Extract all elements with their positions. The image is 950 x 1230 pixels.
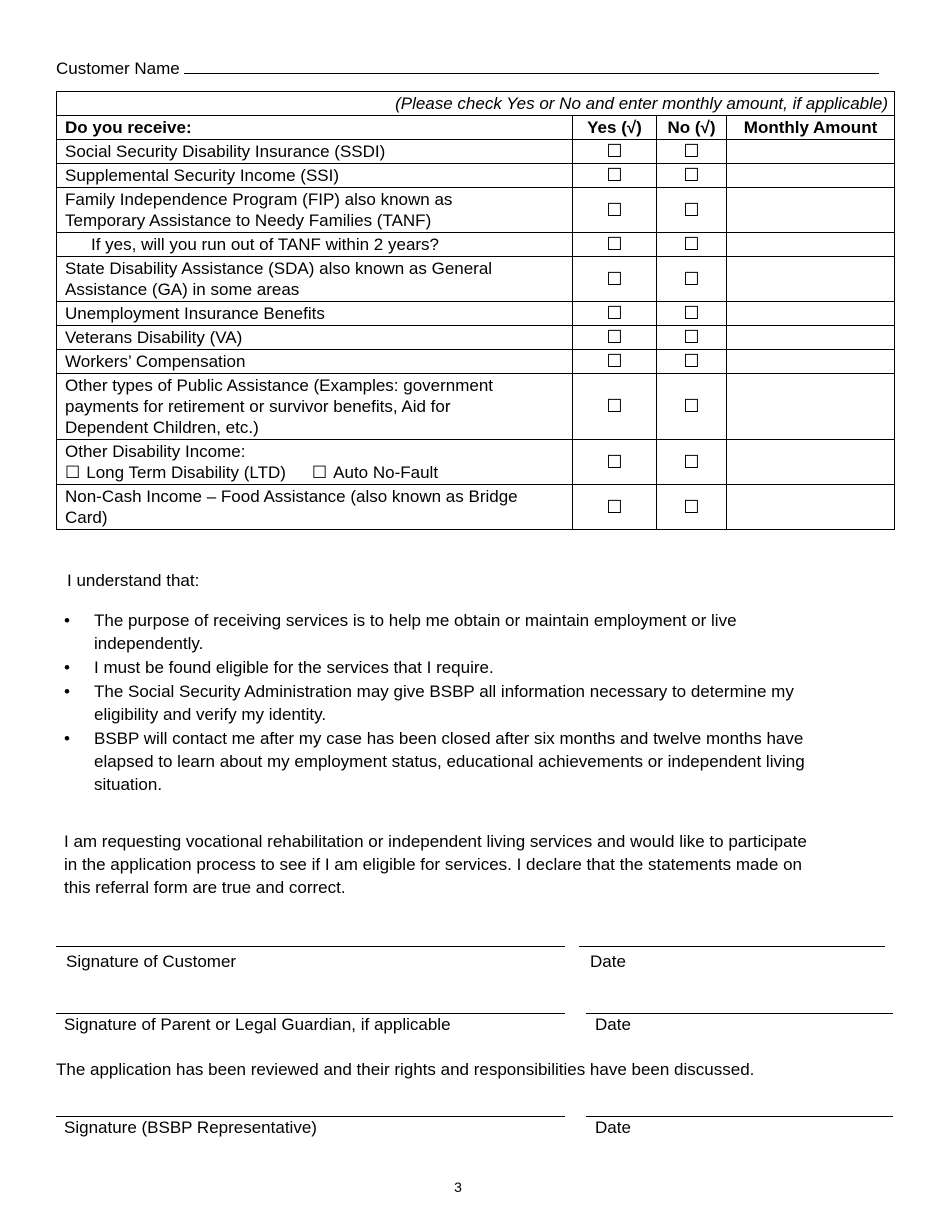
option-checkbox[interactable]: ☐ [65, 463, 81, 482]
row-question [57, 257, 573, 302]
guardian-signature-label: Signature of Parent or Legal Guardian, if applicable [64, 1015, 451, 1034]
customer-signature-line[interactable] [56, 946, 565, 972]
table-row [57, 140, 895, 164]
request-line: in the application process to see if I am eligible for services. I declare that the statements made on [64, 855, 802, 874]
option-checkbox[interactable]: ☐ [311, 463, 328, 482]
table-row [57, 233, 895, 257]
monthly-amount-cell[interactable] [727, 302, 895, 326]
row-question [57, 140, 573, 164]
no-checkbox[interactable]: ☐ [657, 140, 727, 164]
list-item [58, 680, 888, 726]
row-question-line: payments for retirement or survivor benefits, Aid for [65, 397, 451, 416]
table-row [57, 485, 895, 530]
row-question-line: If yes, will you run out of TANF within 2 years? [91, 235, 440, 254]
yes-checkbox[interactable]: ☐ [573, 440, 657, 485]
yes-checkbox[interactable]: ☐ [573, 257, 657, 302]
no-checkbox[interactable]: ☐ [657, 350, 727, 374]
option-label: Auto No-Fault [333, 463, 439, 482]
monthly-amount-cell[interactable] [727, 257, 895, 302]
list-item-line: The purpose of receiving services is to help me obtain or maintain employment or live [94, 611, 737, 630]
row-question-line: Dependent Children, etc.) [65, 418, 259, 437]
monthly-amount-cell[interactable] [727, 188, 895, 233]
list-item [58, 609, 888, 655]
row-question [57, 188, 573, 233]
table-row [57, 326, 895, 350]
row-question [57, 485, 573, 530]
representative-signature-line[interactable] [56, 1116, 565, 1138]
row-question-line: Other Disability Income: [65, 442, 246, 461]
understand-heading: I understand that: [67, 571, 200, 590]
row-question-line: State Disability Assistance (SDA) also known as General [65, 259, 493, 278]
page-number: 3 [454, 1179, 462, 1195]
no-checkbox[interactable]: ☐ [657, 233, 727, 257]
monthly-amount-cell[interactable] [727, 374, 895, 440]
bullet-icon: • [64, 682, 70, 701]
table-row [57, 302, 895, 326]
yes-checkbox[interactable]: ☐ [573, 233, 657, 257]
guardian-date-label: Date [595, 1015, 631, 1034]
row-question-line: Social Security Disability Insurance (SSDI) [65, 142, 386, 161]
yes-checkbox[interactable]: ☐ [573, 164, 657, 188]
option-label: Long Term Disability (LTD) [86, 463, 286, 482]
customer-signature-label: Signature of Customer [66, 952, 237, 971]
review-statement: The application has been reviewed and their rights and responsibilities have been discussed. [56, 1060, 755, 1079]
table-row [57, 257, 895, 302]
monthly-amount-cell[interactable] [727, 140, 895, 164]
table-header-row [57, 116, 895, 140]
representative-signature-label: Signature (BSBP Representative) [64, 1118, 317, 1137]
terms-list [58, 609, 888, 797]
row-question [57, 374, 573, 440]
no-checkbox[interactable]: ☐ [657, 302, 727, 326]
row-question [57, 440, 573, 485]
row-question-line: Workers’ Compensation [65, 352, 246, 371]
representative-date-line[interactable] [586, 1116, 893, 1138]
monthly-amount-cell[interactable] [727, 233, 895, 257]
row-question-line: Non-Cash Income – Food Assistance (also known as Bridge [65, 487, 518, 506]
no-checkbox[interactable]: ☐ [657, 440, 727, 485]
row-question-line: Veterans Disability (VA) [65, 328, 243, 347]
row-question [57, 164, 573, 188]
row-question-line: Card) [65, 508, 108, 527]
monthly-amount-cell[interactable] [727, 440, 895, 485]
row-question-line: Other types of Public Assistance (Examples: government [65, 376, 494, 395]
guardian-date-line[interactable] [586, 1013, 893, 1035]
header-yes: Yes (√) [573, 116, 657, 140]
guardian-signature-line[interactable] [56, 1013, 565, 1035]
no-checkbox[interactable]: ☐ [657, 326, 727, 350]
yes-checkbox[interactable]: ☐ [573, 140, 657, 164]
monthly-amount-cell[interactable] [727, 485, 895, 530]
row-question [57, 350, 573, 374]
row-question [57, 326, 573, 350]
list-item-line: independently. [94, 634, 204, 653]
monthly-amount-cell[interactable] [727, 350, 895, 374]
bullet-icon: • [64, 729, 70, 748]
header-no: No (√) [657, 116, 727, 140]
no-checkbox[interactable]: ☐ [657, 188, 727, 233]
table-row [57, 440, 895, 485]
bullet-icon: • [64, 611, 70, 630]
customer-date-line[interactable] [579, 946, 885, 972]
request-line: this referral form are true and correct. [64, 878, 346, 897]
yes-checkbox[interactable]: ☐ [573, 188, 657, 233]
table-row [57, 164, 895, 188]
list-item-line: eligibility and verify my identity. [94, 705, 327, 724]
list-item [58, 656, 888, 679]
no-checkbox[interactable]: ☐ [657, 485, 727, 530]
header-question: Do you receive: [57, 116, 573, 140]
header-amount: Monthly Amount [727, 116, 895, 140]
request-statement [64, 830, 894, 899]
representative-date-label: Date [595, 1118, 631, 1137]
no-checkbox[interactable]: ☐ [657, 374, 727, 440]
table-row [57, 350, 895, 374]
row-question-line: Supplemental Security Income (SSI) [65, 166, 340, 185]
income-table [56, 91, 895, 530]
monthly-amount-cell[interactable] [727, 326, 895, 350]
bullet-icon: • [64, 658, 70, 677]
row-question-line: Assistance (GA) in some areas [65, 280, 300, 299]
row-question [57, 233, 573, 257]
customer-name-input-line[interactable] [184, 56, 879, 74]
customer-name-field[interactable] [56, 56, 896, 80]
no-checkbox[interactable]: ☐ [657, 257, 727, 302]
request-line: I am requesting vocational rehabilitation or independent living services and would like to participate [64, 832, 807, 851]
row-question-line: Family Independence Program (FIP) also known as [65, 190, 453, 209]
list-item-line: I must be found eligible for the services that I require. [94, 658, 494, 677]
monthly-amount-cell[interactable] [727, 164, 895, 188]
yes-checkbox[interactable]: ☐ [573, 485, 657, 530]
table-note: (Please check Yes or No and enter monthly amount, if applicable) [57, 92, 895, 116]
yes-checkbox[interactable]: ☐ [573, 326, 657, 350]
customer-name-label: Customer Name [56, 59, 180, 78]
table-row [57, 374, 895, 440]
list-item-line: The Social Security Administration may give BSBP all information necessary to determine my [94, 682, 794, 701]
yes-checkbox[interactable]: ☐ [573, 302, 657, 326]
row-question [57, 302, 573, 326]
list-item-line: elapsed to learn about my employment status, educational achievements or independent living [94, 752, 805, 771]
yes-checkbox[interactable]: ☐ [573, 350, 657, 374]
no-checkbox[interactable]: ☐ [657, 164, 727, 188]
list-item [58, 727, 888, 796]
yes-checkbox[interactable]: ☐ [573, 374, 657, 440]
list-item-line: situation. [94, 775, 163, 794]
list-item-line: BSBP will contact me after my case has been closed after six months and twelve months have [94, 729, 804, 748]
table-note-row [57, 92, 895, 116]
row-question-line: Temporary Assistance to Needy Families (TANF) [65, 211, 432, 230]
customer-date-label: Date [590, 952, 626, 971]
row-question-line: Unemployment Insurance Benefits [65, 304, 325, 323]
table-row [57, 188, 895, 233]
